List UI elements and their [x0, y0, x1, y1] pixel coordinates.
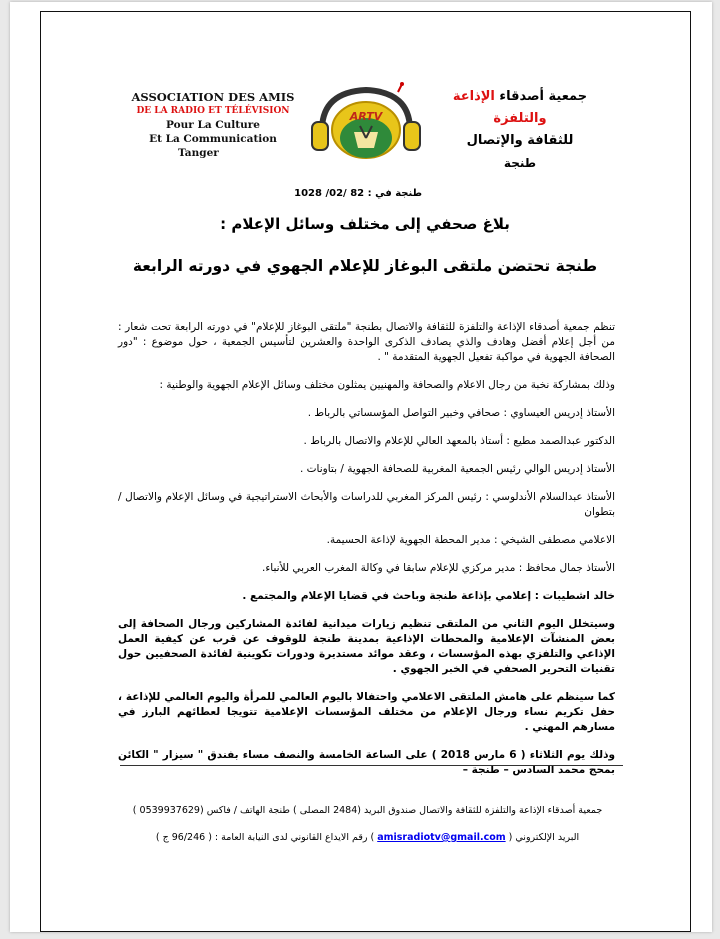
body-paragraph: تنظم جمعية أصدقاء الإذاعة والتلفزة للثقافة والاتصال بطنجة "ملتقى البوغاز للإعلام" في دورته الرابعة تحت شعار : من أجل إعلام أفضل وهادف والذي يصادف الذكرى الواحدة والعشرين لتأسيس الجمعية ، حول موضوع : "دور الصحافة الجهوية في مواكبة تفعيل الجهوية المتقدمة " .	[118, 321, 615, 363]
press-release-title: بلاغ صحفي إلى مختلف وسائل الإعلام :	[220, 215, 510, 233]
participant-item: الاعلامي مصطفى الشيخي : مدير المحطة الجهوية لإذاعة الحسيمة.	[326, 534, 615, 546]
assoc-fr-line1: ASSOCIATION DES AMIS	[131, 90, 295, 104]
logo-text: ARTV	[349, 110, 383, 123]
assoc-ar-line1-red: الإذاعة والتلفزة	[452, 89, 547, 126]
footer-legal-deposit: ) رقم الايداع القانوني لدى النيابة العامة : ( 96/246 ج )	[155, 832, 375, 843]
footer-email-link[interactable]: amisradiotv@gmail.com	[377, 832, 506, 843]
participant-item: الأستاذ عبدالسلام الأندلوسي : رئيس المركز المغربي للدراسات والأبحاث الاستراتيجية في وسائل الإعلام والاتصال / بتطوان	[118, 491, 615, 518]
participant-item: الأستاذ إدريس العيساوي : صحافي وخبير التواصل المؤسساتي بالرباط .	[307, 407, 615, 419]
participant-item: الأستاذ إدريس الوالي رئيس الجمعية المغربية للصحافة الجهوية / بتاونات .	[299, 463, 615, 475]
assoc-fr-line2: DE LA RADIO ET TÉLÉVISION	[136, 106, 290, 116]
assoc-ar-line1-black: جمعية أصدقاء	[494, 89, 588, 104]
footer-contact	[115, 832, 620, 843]
body-paragraph: وذلك بمشاركة نخبة من رجال الاعلام والصحافة والمهنيين يمثلون مختلف وسائل الإعلام الجهوية والوطنية :	[159, 379, 615, 391]
association-name-french	[118, 90, 308, 160]
document-page	[10, 2, 712, 932]
participant-item: الدكتور عبدالصمد مطيع : أستاذ بالمعهد العالي للإعلام والاتصال بالرباط .	[303, 435, 615, 447]
assoc-ar-line3: طنجة	[503, 156, 537, 170]
body-paragraph: كما سينظم على هامش الملتقى الاعلامي واحتفالا باليوم العالمي للمرأة واليوم العالمي للإذاعة ، حفل تكريم نساء ورجال الإعلام من مختلف المؤسسات الإعلامية تتويجا لعطائهم البارز في مسارهم المهني .	[118, 691, 615, 733]
participant-item: خالد اشطيبات : إعلامي بإذاعة طنجة وباحث في قضايا الإعلام والمجتمع .	[242, 590, 615, 602]
association-name-arabic	[430, 86, 610, 174]
body-paragraph: وسيتخلل اليوم الثاني من الملتقى تنظيم زيارات ميدانية لفائدة المشاركين ورجال الصحافة إلى بعض المنشآت الإعلامية والمحطات الإذاعية بمدينة طنجة للوقوف عن قرب عن كيفية العمل الإذاعي والتلفزي بهذه المؤسسات ، وعقد موائد مستديرة ودورات تكوينية لفائدة الصحفيين حول تقنيات التحرير الصحفي في الخبر الجهوي .	[118, 618, 615, 675]
assoc-ar-line2: للثقافة والإتصال	[466, 133, 574, 148]
footer-divider	[120, 765, 623, 766]
document-date: طنجة في : 82 /02/ 1028	[294, 188, 422, 199]
association-logo	[310, 82, 422, 164]
press-release-subtitle: طنجة تحتضن ملتقى البوغاز للإعلام الجهوي في دورته الرابعة	[132, 257, 598, 275]
document-body	[118, 320, 615, 791]
participant-item: الأستاذ جمال محافظ : مدير مركزي للإعلام سابقا في وكالة المغرب العربي للأنباء.	[262, 562, 615, 574]
assoc-fr-line5: Tanger	[178, 147, 219, 159]
footer-address: جمعية أصدقاء الإذاعة والتلفزة للثقافة والاتصال صندوق البريد (2484 المصلى ) طنجة الهاتف / فاكس (0539937629 )	[132, 805, 603, 816]
assoc-fr-line3: Pour La Culture	[166, 119, 260, 131]
assoc-fr-line4: Et La Communication	[149, 133, 277, 145]
assoc-ar-line1	[430, 86, 610, 130]
footer-email-label: البريد الإلكتروني (	[508, 832, 580, 843]
body-paragraph: وذلك يوم الثلاثاء ( 6 مارس 2018 ) على الساعة الخامسة والنصف مساء بفندق " سيزار " الكائن بمحج محمد السادس – طنجة –	[118, 749, 615, 776]
